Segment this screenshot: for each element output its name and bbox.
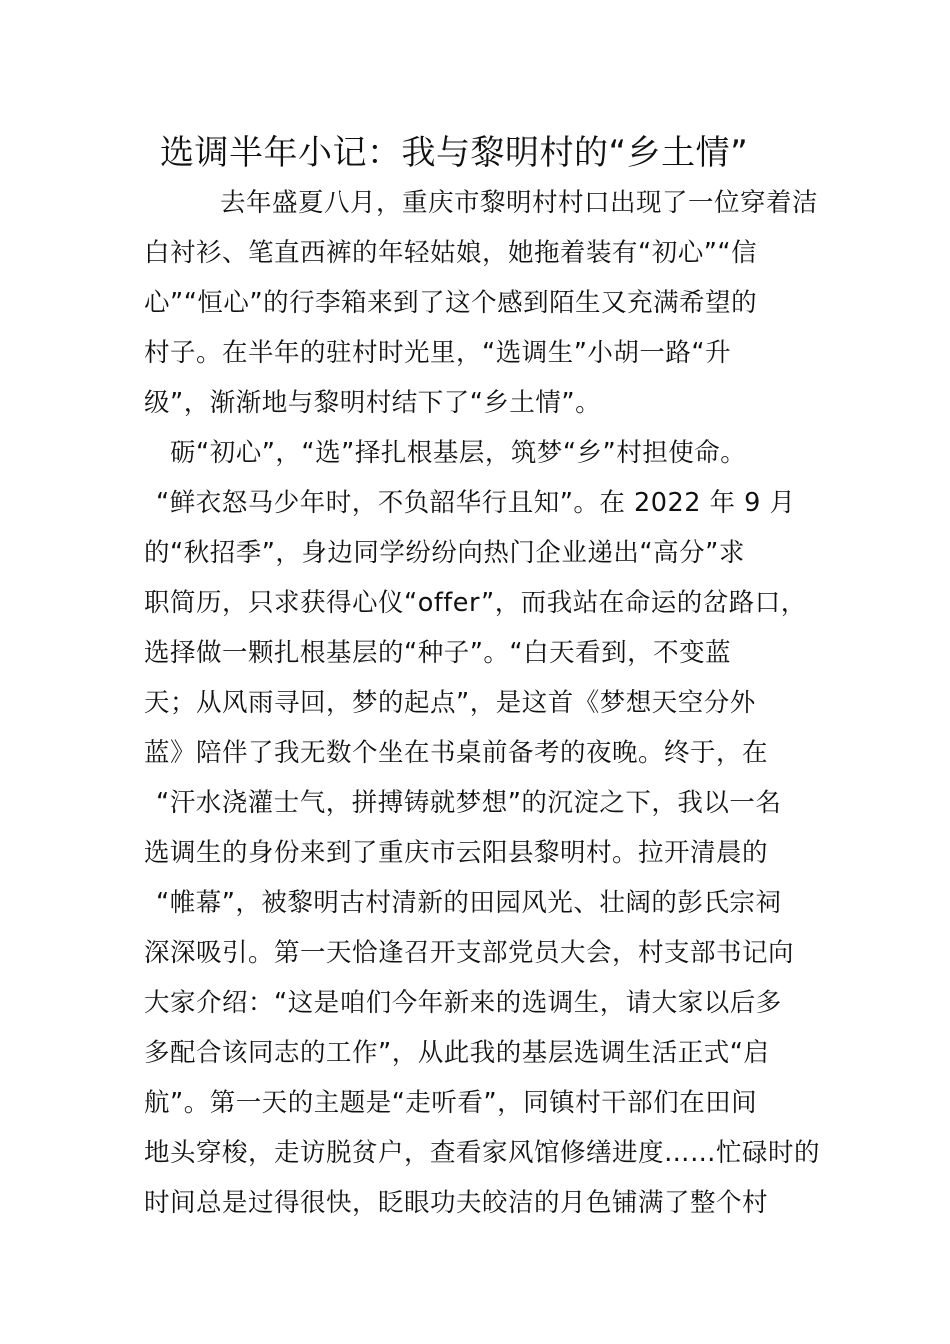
body-line: 职简历，只求获得心仪“offer”，而我站在命运的岔路口，: [144, 588, 807, 618]
body-line: 时间总是过得很快，眨眼功夫皎洁的月色铺满了整个村: [144, 1188, 769, 1218]
body-line: 砺“初心”，“选”择扎根基层，筑梦“乡”村担使命。: [170, 438, 747, 468]
body-line: 村子。在半年的驻村时光里，“选调生”小胡一路“升: [144, 338, 732, 368]
body-line: 航”。第一天的主题是“走听看”，同镇村干部们在田间: [144, 1088, 758, 1118]
body-line: “汗水浇灌士气，拼搏铸就梦想”的沉淀之下，我以一名: [156, 788, 782, 818]
body-line: 选调生的身份来到了重庆市云阳县黎明村。拉开清晨的: [144, 838, 769, 868]
body-line: 级”，渐渐地与黎明村结下了“乡土情”。: [144, 388, 602, 418]
body-line: 深深吸引。第一天恰逢召开支部党员大会，村支部书记向: [144, 938, 795, 968]
body-line: “帷幕”，被黎明古村清新的田园风光、壮阔的彭氏宗祠: [156, 888, 782, 918]
body-line: 大家介绍：“这是咱们今年新来的选调生，请大家以后多: [144, 988, 782, 1018]
body-line: 心”“恒心”的行李箱来到了这个感到陌生又充满希望的: [144, 288, 758, 318]
body-line: 白衬衫、笔直西裤的年轻姑娘，她拖着装有“初心”“信: [144, 238, 758, 268]
body-line: 多配合该同志的工作”，从此我的基层选调生活正式“启: [144, 1038, 770, 1068]
body-line: 的“秋招季”，身边同学纷纷向热门企业递出“高分”求: [144, 538, 745, 568]
body-line: 选择做一颗扎根基层的“种子”。“白天看到，不变蓝: [144, 638, 732, 668]
body-line: 去年盛夏八月，重庆市黎明村村口出现了一位穿着洁: [220, 188, 819, 218]
body-line: 天；从风雨寻回，梦的起点”，是这首《梦想天空分外: [144, 688, 756, 718]
body-line: 蓝》陪伴了我无数个坐在书桌前备考的夜晚。终于，在: [144, 738, 769, 768]
body-line: 地头穿梭，走访脱贫户，查看家风馆修缮进度……忙碌时的: [144, 1138, 821, 1168]
page-title: 选调半年小记：我与黎明村的“乡土情”: [160, 133, 749, 173]
body-line: “鲜衣怒马少年时，不负韶华行且知”。在 2022 年 9 月: [156, 488, 796, 518]
